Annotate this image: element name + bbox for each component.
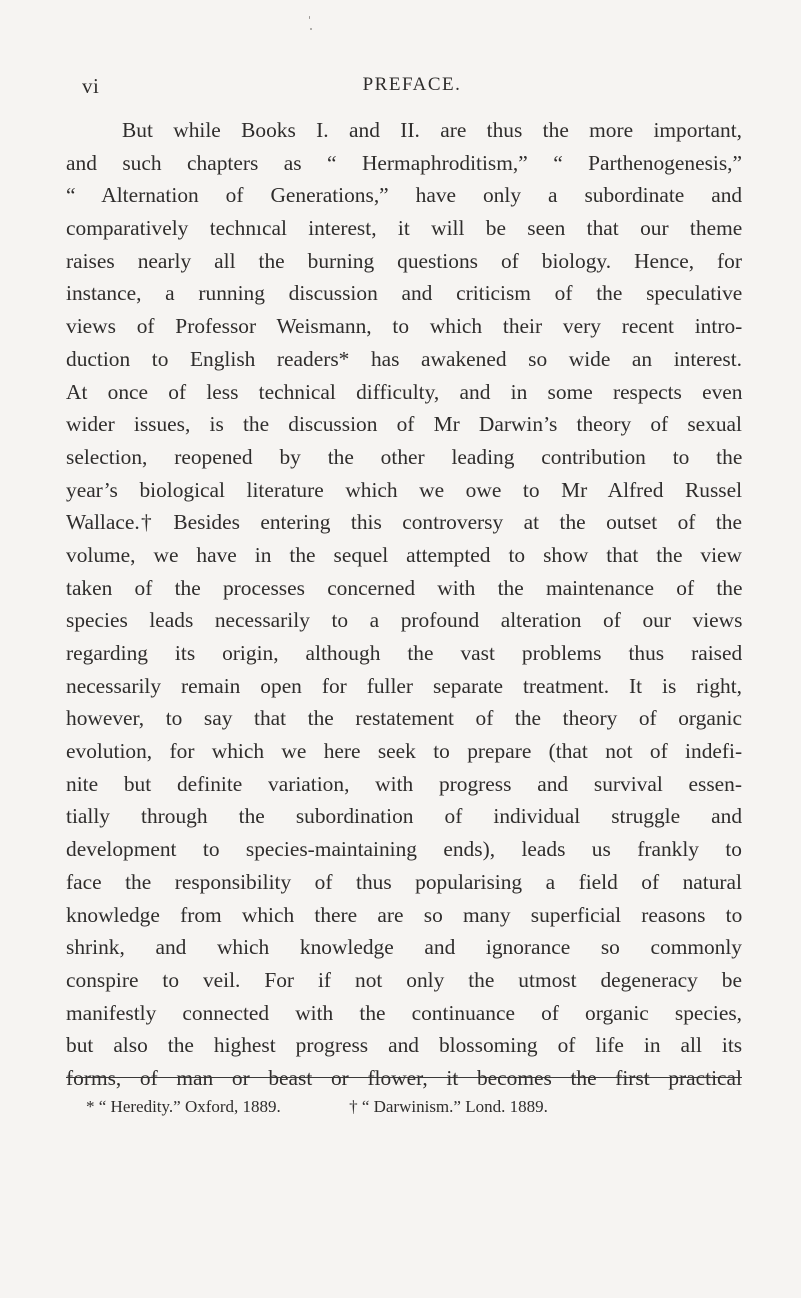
- text-line: views of Professor Weismann, to which their very recent intro-: [66, 314, 743, 339]
- text-line: necessarily remain open for fuller separate treatment. It is right,: [66, 673, 742, 698]
- text-line: forms, of man or beast or flower, it becomes the first practical: [66, 1065, 742, 1090]
- text-line: selection, reopened by the other leading contribution to the: [66, 444, 743, 469]
- text-line: but also the highest progress and blossoming of life in all its: [66, 1033, 743, 1058]
- text-line: At once of less technical difficulty, and in some respects even: [66, 379, 743, 404]
- text-line: wider issues, is the discussion of Mr Darwin’s theory of sexual: [66, 412, 742, 437]
- paper-speck: [309, 16, 310, 19]
- text-line: instance, a running discussion and criticism of the speculative: [66, 281, 743, 306]
- text-line: year’s biological literature which we owe to Mr Alfred Russel: [66, 477, 743, 502]
- text-line: comparatively technıcal interest, it will be seen that our theme: [66, 216, 743, 241]
- running-head: [82, 74, 742, 104]
- text-line: however, to say that the restatement of the theory of organic: [66, 706, 742, 731]
- text-line: “ Alternation of Generations,” have only a subordinate and: [66, 183, 743, 208]
- footnote-darwinism: † “ Darwinism.” Lond. 1889.: [349, 1097, 548, 1116]
- page-number: vi: [82, 74, 100, 98]
- text-line: raises nearly all the burning questions of biology. Hence, for: [66, 248, 742, 273]
- text-line: tially through the subordination of individual struggle and: [66, 804, 743, 829]
- text-line: manifestly connected with the continuance of organic species,: [66, 1000, 742, 1025]
- text-line: duction to English readers* has awakened so wide an interest.: [66, 346, 742, 371]
- text-line: But while Books I. and II. are thus the more important,: [122, 118, 742, 142]
- text-line: knowledge from which there are so many superficial reasons to: [66, 902, 743, 927]
- preface-paragraph: [66, 114, 742, 1095]
- text-line: Wallace.† Besides entering this controversy at the outset of the: [66, 510, 742, 535]
- footnotes: [86, 1097, 746, 1117]
- text-line: regarding its origin, although the vast problems thus raised: [66, 641, 743, 665]
- running-title: PREFACE.: [362, 74, 462, 95]
- paper-speck: [310, 28, 312, 30]
- text-line: shrink, and which knowledge and ignorance so commonly: [66, 935, 743, 960]
- text-line: nite but definite variation, with progress and survival essen-: [66, 771, 742, 796]
- text-line: volume, we have in the sequel attempted to show that the view: [66, 542, 743, 567]
- text-line: development to species-maintaining ends), leads us frankly to: [66, 837, 742, 862]
- footnote-heredity: * “ Heredity.” Oxford, 1889.: [86, 1097, 281, 1116]
- footnote-rule: [66, 1077, 742, 1078]
- text-line: species leads necessarily to a profound alteration of our views: [66, 608, 743, 633]
- text-line: conspire to veil. For if not only the utmost degeneracy be: [66, 967, 742, 992]
- text-line: and such chapters as “ Hermaphroditism,” “ Parthenogenesis,”: [66, 150, 742, 175]
- text-line: face the responsibility of thus popularising a field of natural: [66, 869, 742, 894]
- text-line: evolution, for which we here seek to prepare (that not of indefi-: [66, 739, 743, 764]
- text-line: taken of the processes concerned with the maintenance of the: [66, 575, 743, 600]
